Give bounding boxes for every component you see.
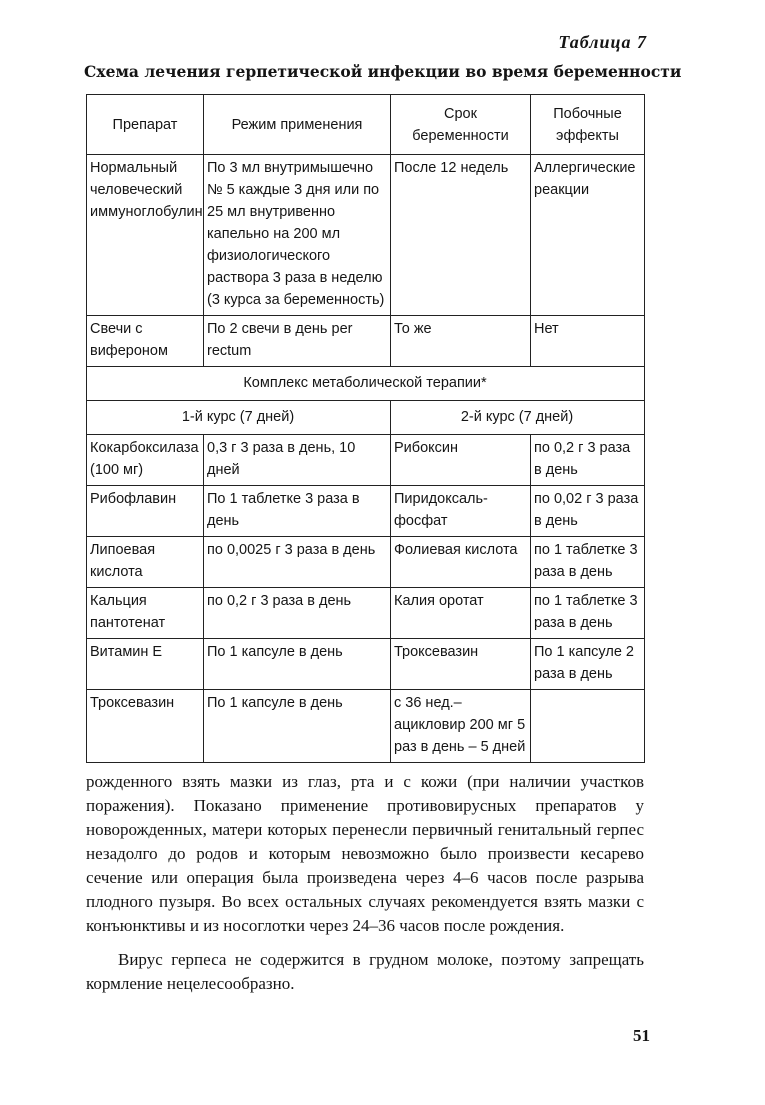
table-header-row [87,95,645,155]
cell-course2-dose: По 1 капсуле 2 раза в день [531,639,645,690]
course-header-row [87,401,645,435]
cell-course2-dose: по 0,02 г 3 раза в день [531,486,645,537]
cell-course1-dose: 0,3 г 3 раза в день, 10 дней [204,435,391,486]
cell-course1-drug: Кокарбоксилаза (100 мг) [87,435,204,486]
table-row [87,155,645,316]
paragraph: рожденного взять мазки из глаз, рта и с кожи (при наличии участков поражения). Показано применение противовирусных препаратов у новорожденных, матери которых перенесли первичный генитальный герпес незадолго до родов и которым невозможно было произвести кесарево сечение или операция была произведена через 4–6 часов после разрыва плодного пузыря. Во всех остальных случаях рекомендуется взять мазки с конъюнктивы и из носоглотки через 24–36 часов после рождения. [86,772,644,935]
treatment-table [86,94,645,763]
table-row [87,690,645,763]
cell-course1-dose: По 1 капсуле в день [204,639,391,690]
table-row [87,316,645,367]
section-title: Комплекс метаболической терапии* [87,367,645,401]
course-2-header: 2-й курс (7 дней) [391,401,645,435]
cell-drug: Нормальный человеческий иммуноглобулин [87,155,204,316]
table-number-label: Таблица 7 [558,32,647,52]
cell-course1-dose: по 0,2 г 3 раза в день [204,588,391,639]
body-text [86,770,644,996]
header-side-effects: Побочные эффекты [531,95,645,155]
cell-course2-drug: Троксевазин [391,639,531,690]
cell-regimen: По 2 свечи в день per rectum [204,316,391,367]
cell-course2-drug: с 36 нед.– ацикловир 200 мг 5 раз в день – 5 дней [391,690,531,763]
cell-course2-drug: Пиридоксаль-фосфат [391,486,531,537]
cell-course2-dose: по 1 таблетке 3 раза в день [531,537,645,588]
cell-course1-drug: Рибофлавин [87,486,204,537]
section-row [87,367,645,401]
cell-course1-dose: По 1 таблетке 3 раза в день [204,486,391,537]
table-title: Схема лечения герпетической инфекции во время беременности [84,62,682,81]
cell-course2-dose: по 1 таблетке 3 раза в день [531,588,645,639]
cell-term: После 12 недель [391,155,531,316]
course-1-header: 1-й курс (7 дней) [87,401,391,435]
cell-regimen: По 3 мл внутримышечно № 5 каждые 3 дня или по 25 мл внутривенно капельно на 200 мл физиологического раствора 3 раза в неделю (3 курса за беременность) [204,155,391,316]
table-row [87,486,645,537]
cell-course1-dose: По 1 капсуле в день [204,690,391,763]
cell-course2-drug: Рибоксин [391,435,531,486]
page-number: 51 [633,1026,650,1045]
cell-course1-drug: Витамин Е [87,639,204,690]
cell-course2-dose [531,690,645,763]
cell-course2-drug: Калия оротат [391,588,531,639]
cell-course1-drug: Кальция пантотенат [87,588,204,639]
table-row [87,588,645,639]
table-row [87,435,645,486]
cell-course1-drug: Липоевая кислота [87,537,204,588]
paragraph: Вирус герпеса не содержится в грудном молоке, поэтому запрещать кормление нецелесообразно. [86,950,644,993]
header-drug: Препарат [87,95,204,155]
cell-drug: Свечи с вифероном [87,316,204,367]
table-row [87,639,645,690]
cell-course1-drug: Троксевазин [87,690,204,763]
cell-side-effects: Аллергические реакции [531,155,645,316]
cell-side-effects: Нет [531,316,645,367]
cell-course2-drug: Фолиевая кислота [391,537,531,588]
cell-course2-dose: по 0,2 г 3 раза в день [531,435,645,486]
cell-term: То же [391,316,531,367]
cell-course1-dose: по 0,0025 г 3 раза в день [204,537,391,588]
header-regimen: Режим применения [204,95,391,155]
header-pregnancy-term: Срок беременности [391,95,531,155]
table-row [87,537,645,588]
